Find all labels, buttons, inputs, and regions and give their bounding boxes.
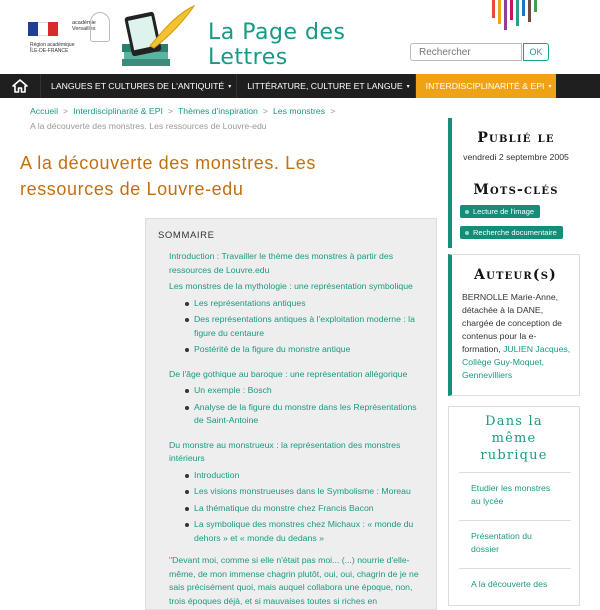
caret-down-icon: ▾	[228, 83, 232, 90]
keywords-block	[448, 178, 580, 248]
site-title-line-2: Lettres	[208, 45, 288, 70]
academy-seal-icon	[90, 12, 110, 42]
same-section-link[interactable]: Présentation du dossier	[459, 520, 571, 564]
region-label	[30, 42, 74, 54]
toc-link[interactable]: Postérité de la figure du monstre antique	[194, 343, 424, 357]
same-section-block	[448, 406, 580, 606]
search-input[interactable]	[410, 43, 522, 61]
nav-item-langues-antiquite[interactable]	[40, 74, 236, 98]
breadcrumb-current: A la découverte des monstres. Les ressources de Louvre-edu	[30, 121, 267, 131]
toc-title: SOMMAIRE	[158, 230, 215, 241]
search-ok-button[interactable]: OK	[523, 43, 549, 61]
toc-link[interactable]: Un exemple : Bosch	[194, 384, 424, 398]
color-bars-decoration	[492, 0, 542, 31]
academy-line-2: Versailles	[72, 26, 96, 32]
nav-item-label: LITTÉRATURE, CULTURE ET LANGUE	[247, 81, 403, 91]
breadcrumb-link-monstres[interactable]: Les monstres	[272, 106, 326, 116]
books-tablet-logo-icon[interactable]	[120, 4, 198, 68]
toc-link[interactable]: Les visions monstrueuses dans le Symbolisme : Moreau	[194, 485, 424, 499]
published-date: vendredi 2 septembre 2005	[463, 152, 569, 162]
author-link[interactable]: JULIEN Jacques, Collège Guy-Moquet, Gennevilliers	[462, 344, 571, 380]
toc-link[interactable]: Des représentations antiques à l'exploitation moderne : la figure du centaure	[194, 313, 424, 340]
toc-link[interactable]: La symbolique des monstres chez Michaux : « monde du dehors » et « monde du dedans »	[194, 518, 424, 545]
home-button[interactable]	[0, 74, 40, 98]
toc-link[interactable]: Les représentations antiques	[194, 297, 424, 311]
keyword-tag-label: Lecture de l'image	[473, 207, 535, 216]
same-section-link[interactable]: Etudier les monstres au lycée	[459, 472, 571, 516]
academy-line-1: académie	[72, 20, 96, 26]
breadcrumb	[30, 104, 430, 134]
caret-down-icon: ▾	[406, 83, 410, 90]
republique-francaise-logo	[28, 22, 58, 36]
toc-link[interactable]: La thématique du monstre chez Francis Bacon	[194, 502, 424, 516]
breadcrumb-separator: >	[330, 106, 336, 116]
nav-item-interdisciplinarite[interactable]	[415, 74, 557, 98]
authors-block	[448, 254, 580, 396]
keyword-tag[interactable]	[460, 226, 563, 239]
toc-link[interactable]: Analyse de la figure du monstre dans les Représentations de Saint-Antoine	[194, 401, 424, 428]
tag-icon	[465, 210, 469, 214]
published-heading: Publié le	[477, 130, 555, 146]
nav-item-label: LANGUES ET CULTURES DE L'ANTIQUITÉ	[51, 81, 225, 91]
site-header	[0, 0, 600, 74]
home-icon	[12, 79, 28, 93]
breadcrumb-separator: >	[63, 106, 69, 116]
toc-link-monstrueux[interactable]: Du monstre au monstrueux : la représentation des monstres intérieurs	[169, 439, 401, 463]
nav-item-litterature[interactable]	[236, 74, 414, 98]
main-navigation	[0, 74, 600, 98]
region-line-1: Région académique	[30, 42, 75, 48]
authors-heading: Auteur(s)	[474, 267, 557, 283]
caret-down-icon: ▾	[548, 83, 552, 90]
toc-link-mythologie[interactable]: Les monstres de la mythologie : une représentation symbolique	[169, 281, 413, 291]
toc-link-gothique[interactable]: De l'âge gothique au baroque : une représentation allégorique	[169, 368, 408, 379]
keywords-heading: Mots-clés	[473, 182, 559, 198]
site-title-line-1: La Page des	[208, 20, 346, 45]
tag-icon	[465, 231, 469, 235]
site-title[interactable]	[208, 20, 345, 70]
authors-bio-text: BERNOLLE Marie-Anne, détachée à la DANE, chargée de conception de contenus pour la e-formation,	[462, 292, 562, 354]
breadcrumb-link-themes[interactable]: Thèmes d'inspiration	[177, 106, 258, 116]
breadcrumb-separator: >	[167, 106, 173, 116]
nav-item-label: INTERDISCIPLINARITÉ & EPI	[425, 81, 545, 91]
region-line-2: ÎLE-DE-FRANCE	[30, 48, 69, 54]
breadcrumb-separator: >	[262, 106, 268, 116]
breadcrumb-link-interdisciplinarite[interactable]: Interdisciplinarité & EPI	[73, 106, 163, 116]
toc-link[interactable]: Introduction	[194, 469, 424, 483]
keyword-tag-label: Recherche documentaire	[473, 228, 557, 237]
keyword-tag[interactable]	[460, 205, 540, 218]
toc-link-quote[interactable]: "Devant moi, comme si elle n'était pas moi... (...) nourrie d'elle-même, de mon immense chagrin plutôt, oui, oui, chagrin de je ne sais précisément quoi, mais auquel collabora une époque, non, trois époques déjà, et si mauvaises toutes si riches en	[169, 555, 419, 606]
authors-bio	[462, 291, 571, 382]
published-block	[448, 118, 580, 178]
table-of-contents	[145, 218, 437, 610]
toc-link-intro[interactable]: Introduction : Travailler le thème des monstres à partir des ressources de Louvre.edu	[169, 251, 394, 275]
same-section-heading: Dans la même rubrique	[480, 414, 548, 463]
breadcrumb-link-accueil[interactable]: Accueil	[30, 106, 59, 116]
page-title: A la découverte des monstres. Les ressources de Louvre-edu	[20, 153, 316, 199]
same-section-link[interactable]: A la découverte des	[459, 568, 571, 599]
